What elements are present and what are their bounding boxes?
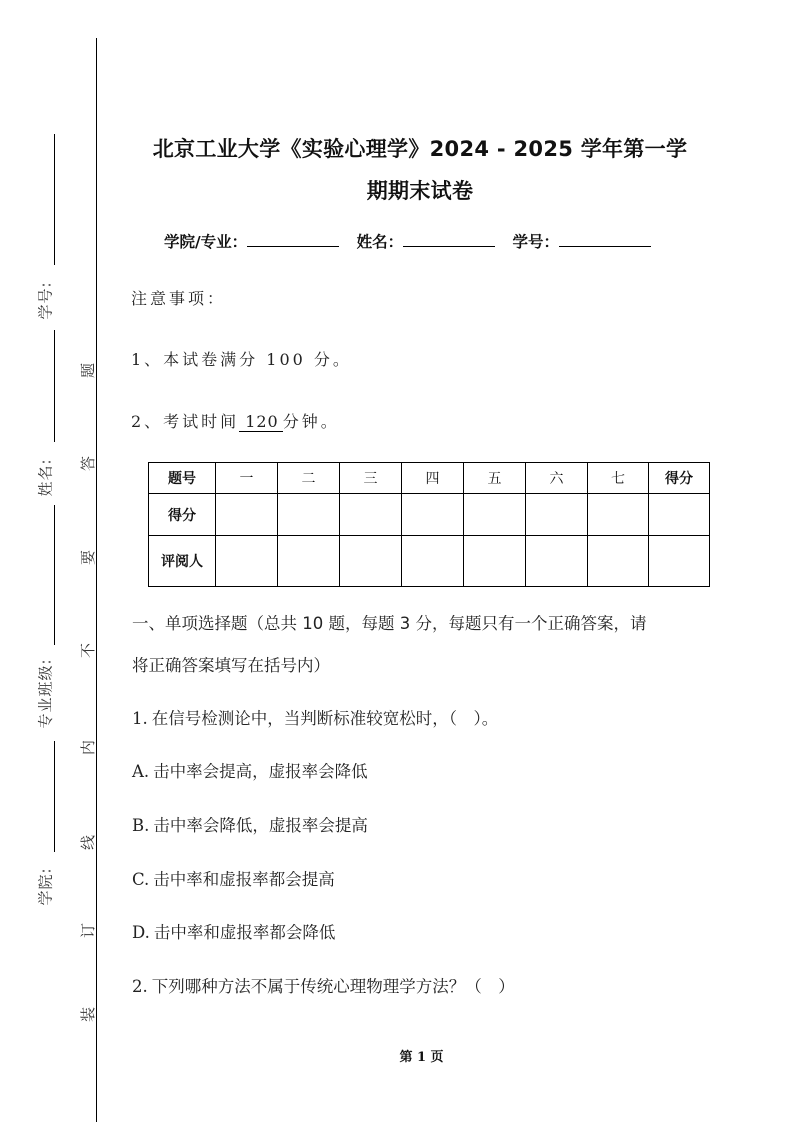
option-text: 击中率会提高，虚报率会降低 xyxy=(153,762,368,781)
fill-line-college xyxy=(54,741,55,852)
section-heading-line2: 将正确答案填写在括号内） xyxy=(132,656,330,675)
score-table-header: 一 xyxy=(216,463,278,494)
grader-cell[interactable] xyxy=(216,536,278,587)
binding-warning-char: 线 xyxy=(79,834,98,851)
fill-line-major-class xyxy=(54,505,55,645)
student-info-row xyxy=(164,230,663,252)
score-table-header: 题号 xyxy=(149,463,216,494)
note-item-2 xyxy=(131,409,340,432)
note-item-1: 1、本试卷满分 100 分。 xyxy=(131,350,352,369)
score-cell[interactable] xyxy=(216,494,278,536)
exam-title-line1: 北京工业大学《实验心理学》2024 - 2025 学年第一学 xyxy=(152,137,688,161)
binding-warning-char: 装 xyxy=(79,1006,98,1023)
binding-label-student-id: 学号: xyxy=(36,281,55,320)
fill-line-name xyxy=(54,330,55,442)
score-table xyxy=(148,462,710,587)
score-cell[interactable] xyxy=(402,494,464,536)
question-stem: 在信号检测论中，当判断标准较宽松时，（ ）。 xyxy=(151,709,499,728)
notes-heading: 注意事项： xyxy=(131,289,227,308)
question-2 xyxy=(132,973,515,997)
grader-cell[interactable] xyxy=(402,536,464,587)
question-1 xyxy=(132,705,498,729)
fill-line-student-id xyxy=(54,134,55,265)
note-item-2-prefix: 2、考试时间 xyxy=(131,412,240,431)
binding-warning-char: 答 xyxy=(79,455,98,472)
college-major-field[interactable] xyxy=(247,232,339,247)
score-cell[interactable] xyxy=(649,494,710,536)
score-cell[interactable] xyxy=(588,494,649,536)
grader-cell[interactable] xyxy=(278,536,340,587)
student-id-label: 学号： xyxy=(512,233,560,251)
section-heading-line1: 一、单项选择题（总共 10 题，每题 3 分，每题只有一个正确答案，请 xyxy=(132,614,647,633)
score-cell[interactable] xyxy=(278,494,340,536)
name-label: 姓名： xyxy=(356,233,404,251)
grader-cell[interactable] xyxy=(649,536,710,587)
binding-label-major-class: 专业班级: xyxy=(36,658,55,729)
score-table-row-grader xyxy=(149,536,710,587)
binding-line xyxy=(96,38,97,1122)
option-text: 击中率和虚报率都会提高 xyxy=(153,870,335,889)
score-cell[interactable] xyxy=(526,494,588,536)
binding-warning-char: 要 xyxy=(79,549,98,566)
college-major-label: 学院/专业： xyxy=(164,233,248,251)
score-table-header: 二 xyxy=(278,463,340,494)
binding-warning-char: 题 xyxy=(79,362,98,379)
score-table-header: 六 xyxy=(526,463,588,494)
grader-cell[interactable] xyxy=(526,536,588,587)
score-table-header-row xyxy=(149,463,710,494)
binding-label-college: 学院: xyxy=(36,867,55,906)
question-stem: 下列哪种方法不属于传统心理物理学方法？（ ） xyxy=(151,977,515,996)
page-number: 第 1 页 xyxy=(399,1050,444,1065)
option-b xyxy=(132,812,368,836)
option-c xyxy=(132,866,335,890)
binding-warning-char: 内 xyxy=(79,739,98,756)
score-cell[interactable] xyxy=(464,494,526,536)
option-text: 击中率会降低，虚报率会提高 xyxy=(153,816,368,835)
grader-row-label: 评阅人 xyxy=(149,536,216,587)
student-id-field[interactable] xyxy=(559,232,651,247)
binding-warning-char: 不 xyxy=(79,642,98,659)
binding-label-name: 姓名: xyxy=(36,458,55,497)
option-d xyxy=(132,919,335,943)
score-cell[interactable] xyxy=(340,494,402,536)
score-table-header: 五 xyxy=(464,463,526,494)
question-number: 2. xyxy=(132,977,148,996)
score-table-row-score xyxy=(149,494,710,536)
score-table-header: 四 xyxy=(402,463,464,494)
grader-cell[interactable] xyxy=(464,536,526,587)
name-field[interactable] xyxy=(403,232,495,247)
score-table-header: 得分 xyxy=(649,463,710,494)
grader-cell[interactable] xyxy=(588,536,649,587)
question-number: 1. xyxy=(132,709,148,728)
grader-cell[interactable] xyxy=(340,536,402,587)
option-key: C. xyxy=(132,870,150,889)
option-a xyxy=(132,758,368,782)
exam-title-line2: 期期末试卷 xyxy=(366,179,474,203)
score-table-header: 七 xyxy=(588,463,649,494)
option-key: B. xyxy=(132,816,150,835)
exam-duration-value: 120 xyxy=(239,412,283,432)
option-text: 击中率和虚报率都会降低 xyxy=(153,923,336,942)
option-key: A. xyxy=(132,762,150,781)
score-table-header: 三 xyxy=(340,463,402,494)
option-key: D. xyxy=(132,923,150,942)
note-item-2-suffix: 分钟。 xyxy=(282,412,340,431)
score-row-label: 得分 xyxy=(149,494,216,536)
binding-warning-char: 订 xyxy=(79,922,98,939)
